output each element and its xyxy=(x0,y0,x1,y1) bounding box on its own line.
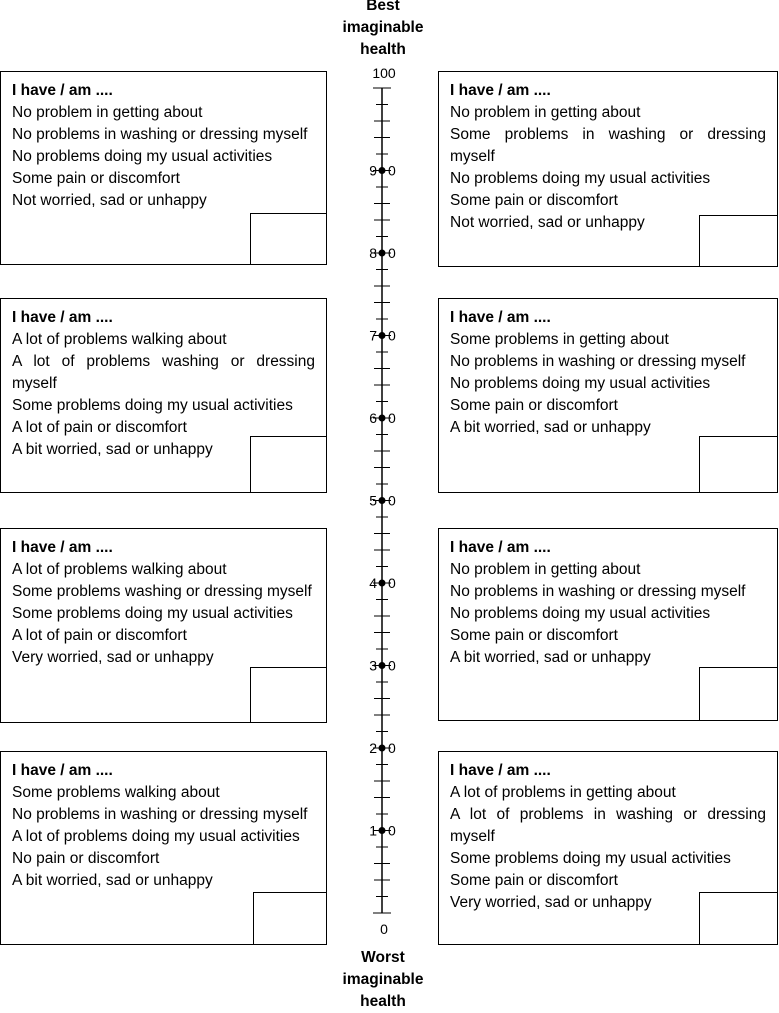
worst-health-label-line: health xyxy=(360,993,406,1010)
scale-mark-dot xyxy=(379,745,386,752)
card-line: No problem in getting about xyxy=(450,104,641,121)
card-line: Some problems washing or dressing myself xyxy=(12,583,312,600)
health-state-card xyxy=(438,751,778,945)
card-heading: I have / am .... xyxy=(450,539,551,556)
scale-mark-digit: 5 xyxy=(369,492,377,509)
card-line: Some pain or discomfort xyxy=(450,397,618,414)
scale-mark-digit: 0 xyxy=(388,740,396,756)
answer-box[interactable] xyxy=(250,436,327,493)
worst-health-label-line: Worst xyxy=(361,949,405,966)
card-heading: I have / am .... xyxy=(12,309,113,326)
scale-mark-digit: 9 xyxy=(369,162,377,179)
health-state-card xyxy=(0,71,327,265)
health-state-card xyxy=(0,751,327,945)
scale-mark-dot xyxy=(379,250,386,257)
card-line: No problems in washing or dressing myself xyxy=(12,806,308,823)
card-line: A bit worried, sad or unhappy xyxy=(450,419,651,436)
card-line: Some pain or discomfort xyxy=(450,627,618,644)
scale-bottom-value: 0 xyxy=(380,921,388,937)
card-heading: I have / am .... xyxy=(450,762,551,779)
best-health-label-line: health xyxy=(360,41,406,58)
worst-health-label-line: imaginable xyxy=(342,971,424,988)
answer-box[interactable] xyxy=(699,436,778,493)
card-line: Some problems in washing or dressing myself xyxy=(450,126,766,165)
scale-mark-digit: 6 xyxy=(369,410,377,426)
scale-mark-dot xyxy=(379,167,386,174)
scale-mark-dot xyxy=(379,497,386,504)
card-heading: I have / am .... xyxy=(12,762,113,779)
card-line: A bit worried, sad or unhappy xyxy=(450,649,651,666)
answer-box[interactable] xyxy=(699,667,778,721)
card-line: Some problems doing my usual activities xyxy=(12,605,293,622)
health-state-card xyxy=(0,298,327,493)
card-line: Some pain or discomfort xyxy=(450,192,618,209)
card-line: Very worried, sad or unhappy xyxy=(12,649,214,666)
answer-box[interactable] xyxy=(699,892,778,945)
scale-mark-digit: 2 xyxy=(369,740,377,756)
scale-mark-dot xyxy=(379,580,386,587)
health-state-card xyxy=(0,528,327,723)
answer-box[interactable] xyxy=(253,892,327,945)
card-heading: I have / am .... xyxy=(12,539,113,556)
card-heading: I have / am .... xyxy=(450,309,551,326)
scale-mark-digit: 0 xyxy=(388,327,396,344)
scale-mark-digit: 7 xyxy=(369,327,377,344)
scale-mark-digit: 0 xyxy=(388,575,396,591)
card-line: Some problems doing my usual activities xyxy=(450,850,731,867)
card-line: No problems doing my usual activities xyxy=(12,148,273,165)
card-line: A bit worried, sad or unhappy xyxy=(12,441,213,458)
scale-mark-digit: 4 xyxy=(369,575,377,591)
answer-box[interactable] xyxy=(699,215,778,267)
best-health-label-line: imaginable xyxy=(342,19,424,36)
card-line: Very worried, sad or unhappy xyxy=(450,894,652,911)
card-line: A lot of problems in washing or dressing myself xyxy=(450,806,766,845)
card-line: No problems doing my usual activities xyxy=(450,170,711,187)
health-state-card xyxy=(438,528,778,721)
card-line: A lot of problems walking about xyxy=(12,561,227,578)
scale-mark-digit: 3 xyxy=(369,657,377,674)
card-line: A lot of pain or discomfort xyxy=(12,627,187,644)
scale-mark-dot xyxy=(379,332,386,339)
answer-box[interactable] xyxy=(250,667,327,723)
health-state-card xyxy=(438,298,778,493)
card-line: Some problems doing my usual activities xyxy=(12,397,293,414)
scale-mark-digit: 0 xyxy=(388,245,396,261)
best-health-label-line: Best xyxy=(366,0,400,14)
scale-mark-digit: 0 xyxy=(388,492,396,509)
card-line: Some problems in getting about xyxy=(450,331,669,348)
scale-mark-digit: 0 xyxy=(388,162,396,179)
scale-mark-digit: 8 xyxy=(369,245,377,261)
scale-mark-digit: 1 xyxy=(369,822,377,839)
card-line: No pain or discomfort xyxy=(12,850,160,867)
card-line: No problems in washing or dressing myself xyxy=(12,126,308,143)
answer-box[interactable] xyxy=(250,213,327,265)
scale-top-value: 100 xyxy=(372,65,396,81)
card-line: A lot of pain or discomfort xyxy=(12,419,187,436)
card-line: A lot of problems in getting about xyxy=(450,784,676,801)
scale-mark-digit: 0 xyxy=(388,410,396,426)
card-line: Some problems walking about xyxy=(12,784,220,801)
scale-mark-digit: 0 xyxy=(388,657,396,674)
card-line: Some pain or discomfort xyxy=(450,872,618,889)
card-line: No problems doing my usual activities xyxy=(450,375,711,392)
card-line: A lot of problems washing or dressing myself xyxy=(12,353,315,392)
scale-mark-dot xyxy=(379,662,386,669)
card-line: No problems doing my usual activities xyxy=(450,605,711,622)
card-line: Some pain or discomfort xyxy=(12,170,180,187)
card-line: Not worried, sad or unhappy xyxy=(450,214,645,231)
scale-mark-dot xyxy=(379,827,386,834)
card-line: No problems in washing or dressing myself xyxy=(450,353,746,370)
card-line: No problem in getting about xyxy=(12,104,203,121)
card-line: Not worried, sad or unhappy xyxy=(12,192,207,209)
card-line: No problems in washing or dressing myself xyxy=(450,583,746,600)
card-line: A bit worried, sad or unhappy xyxy=(12,872,213,889)
scale-mark-dot xyxy=(379,415,386,422)
card-line: No problem in getting about xyxy=(450,561,641,578)
card-line: A lot of problems walking about xyxy=(12,331,227,348)
card-line: A lot of problems doing my usual activities xyxy=(12,828,300,845)
scale-mark-digit: 0 xyxy=(388,822,396,839)
card-heading: I have / am .... xyxy=(12,82,113,99)
health-state-card xyxy=(438,71,778,267)
card-heading: I have / am .... xyxy=(450,82,551,99)
